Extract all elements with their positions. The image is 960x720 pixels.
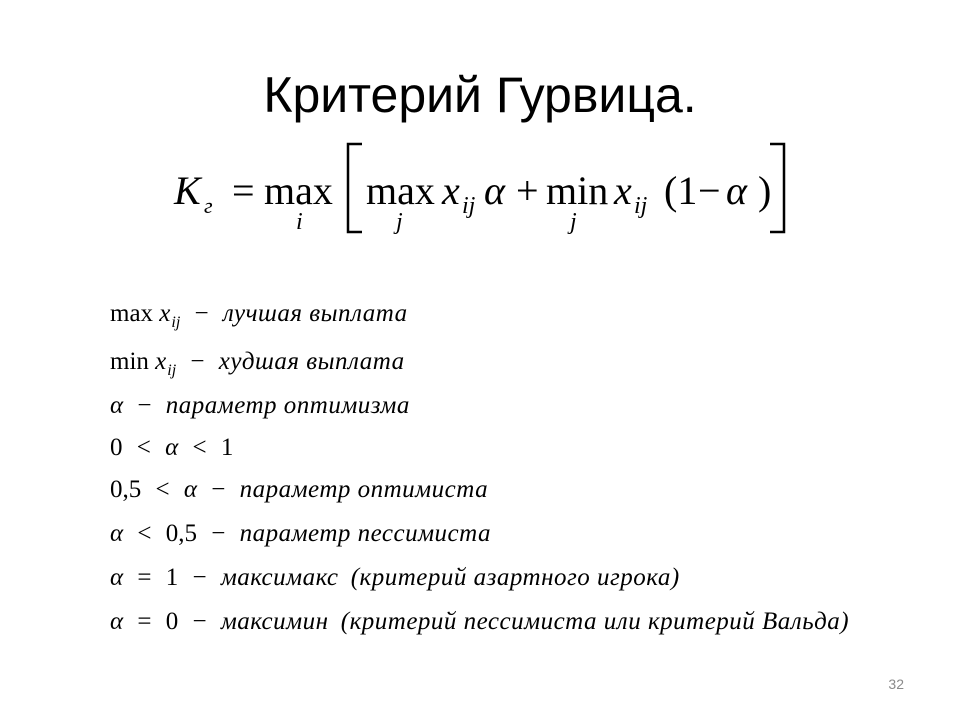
page-number: 32	[888, 676, 904, 692]
formula-max-inner: max	[366, 168, 435, 213]
formula-x2: x	[614, 168, 632, 213]
formula-x1: x	[442, 168, 460, 213]
formula-paren-close: )	[758, 168, 772, 213]
formula-K: K	[174, 168, 201, 213]
formula-x1-sub: ij	[462, 193, 476, 219]
definition-max: $\max x_{ij}$ − лучшая выплата	[110, 300, 408, 331]
slide-title: Критерий Гурвица.	[263, 67, 697, 123]
formula-paren-open: (1	[664, 168, 698, 213]
formula-eq: =	[232, 168, 255, 213]
formula-sub-j2: j	[570, 209, 577, 235]
definition-maximax: α = 1 − максимакс (критерий азартного игрока)	[110, 564, 680, 591]
formula-alpha1: α	[484, 168, 505, 213]
formula-plus: +	[516, 168, 539, 213]
right-bracket	[768, 140, 790, 236]
definition-min: $\min x_{ij}$ − худшая выплата	[110, 348, 405, 379]
hurwicz-formula	[170, 140, 790, 240]
definition-range: 0 < α < 1	[110, 434, 234, 461]
definition-pessimist: α < 0,5 − параметр пессимиста	[110, 520, 491, 547]
formula-sub-i: i	[296, 209, 303, 235]
formula-max-outer: max	[264, 168, 333, 213]
formula-minus: −	[698, 168, 721, 213]
definition-maximin: α = 0 − максимин (критерий пессимиста или критерий Вальда)	[110, 608, 850, 635]
definition-alpha: α − параметр оптимизма	[110, 392, 410, 419]
formula-x2-sub: ij	[634, 193, 648, 219]
formula-sub-j1: j	[396, 209, 403, 235]
formula-min: min	[546, 168, 609, 213]
left-bracket	[342, 140, 364, 236]
definition-optimist: 0,5 < α − параметр оптимиста	[110, 476, 489, 503]
formula-alpha2: α	[726, 168, 747, 213]
formula-K-sub: г	[204, 193, 213, 218]
